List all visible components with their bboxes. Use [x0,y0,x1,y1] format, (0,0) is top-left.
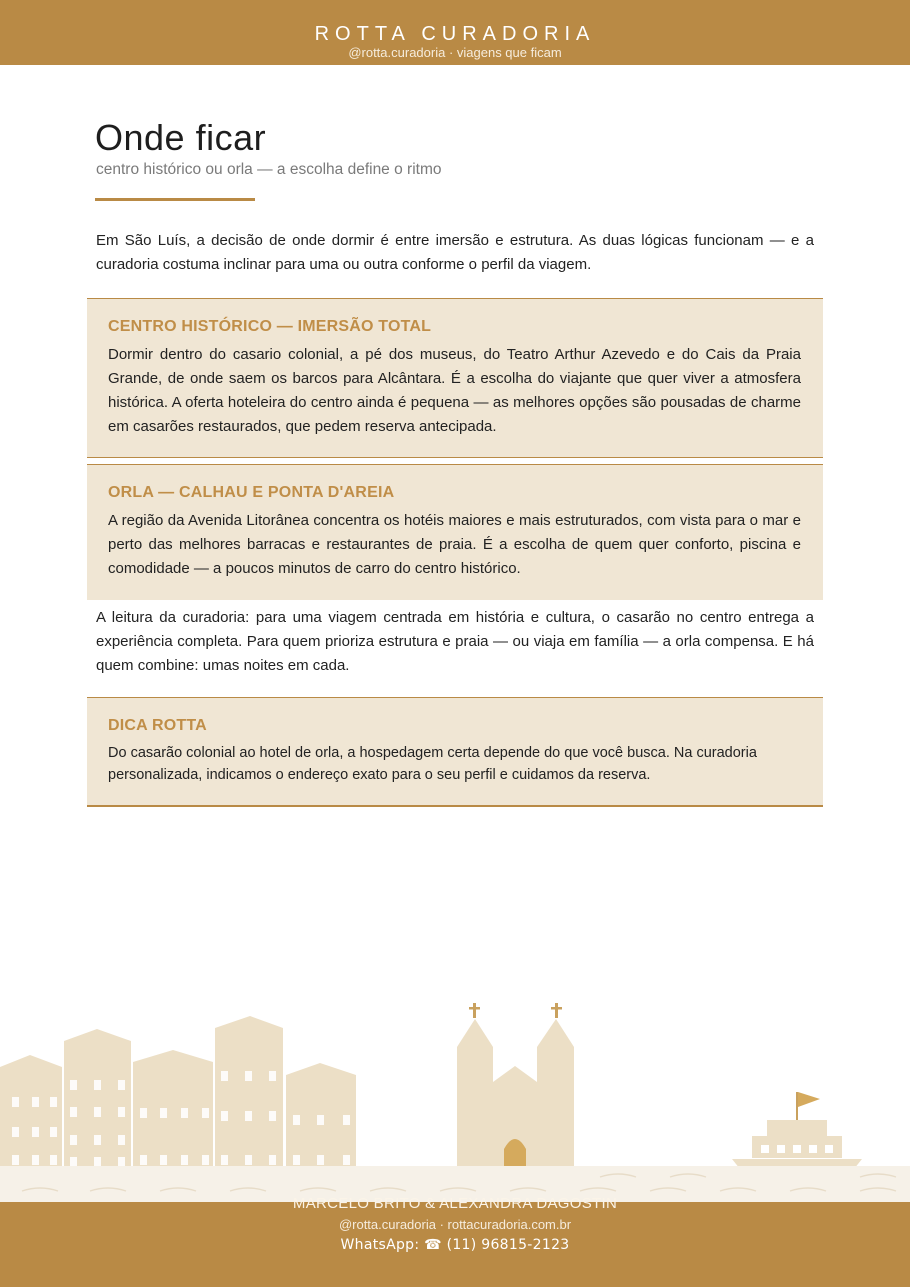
title-divider [95,198,255,201]
skyline-illustration [0,995,910,1205]
footer-whatsapp: WhatsApp: ☎ (11) 96815-2123 [340,1237,570,1253]
page-footer [0,1195,910,1287]
section-body: Dormir dentro do casario colonial, a pé dos museus, do Teatro Arthur Azevedo e do Cais da Praia Grande, de onde saem os barcos para Alcântara. É a escolha do viajante que quer viver a atmosfera histórica. A oferta hoteleira do centro ainda é pequena — as melhores opções são pousadas de charme em casarões restaurados, que pedem reserva antecipada. [108,346,801,435]
tip-heading: DICA ROTTA [108,717,207,734]
section-body: A região da Avenida Litorânea concentra os hotéis maiores e mais estruturados, com vista para o mar e perto das melhores barracas e restaurantes de praia. É a escolha de quem quer conforto, piscina e comodidade — a poucos minutos de carro do centro histórico. [108,512,801,577]
brand-name: ROTTA CURADORIA [314,23,596,45]
boat-icon [732,1092,862,1179]
section-orla [87,464,823,600]
brand-tagline: @rotta.curadoria · viagens que ficam [348,45,562,60]
church-icon [457,1003,574,1180]
intro-paragraph: Em São Luís, a decisão de onde dormir é entre imersão e estrutura. As duas lógicas funcionam — e a curadoria costuma inclinar para uma ou outra conforme o perfil da viagem. [96,232,814,273]
page-header [0,0,910,65]
tip-body: Do casarão colonial ao hotel de orla, a hospedagem certa depende do que você busca. Na curadoria personalizada, indicamos o endereço exato para o seu perfil e cuidamos da reserva. [108,745,757,783]
curadoria-reading-paragraph: A leitura da curadoria: para uma viagem centrada em história e cultura, o casarão no centro entrega a experiência completa. Para quem prioriza estrutura e praia — ou viaja em família — a orla compensa. E há quem combine: umas noites em cada. [96,609,814,674]
footer-names: MARCELO BRITO & ALEXANDRA DAGOSTIN [292,1195,618,1212]
footer-social: @rotta.curadoria · rottacuradoria.com.br [338,1217,572,1232]
section-heading: ORLA — CALHAU E PONTA D'AREIA [108,484,395,501]
page-subtitle: centro histórico ou orla — a escolha define o ritmo [96,161,442,178]
page-title: Onde ficar [95,117,267,158]
section-heading: CENTRO HISTÓRICO — IMERSÃO TOTAL [108,318,432,335]
section-centro-historico [87,298,823,458]
tip-box [87,697,823,807]
